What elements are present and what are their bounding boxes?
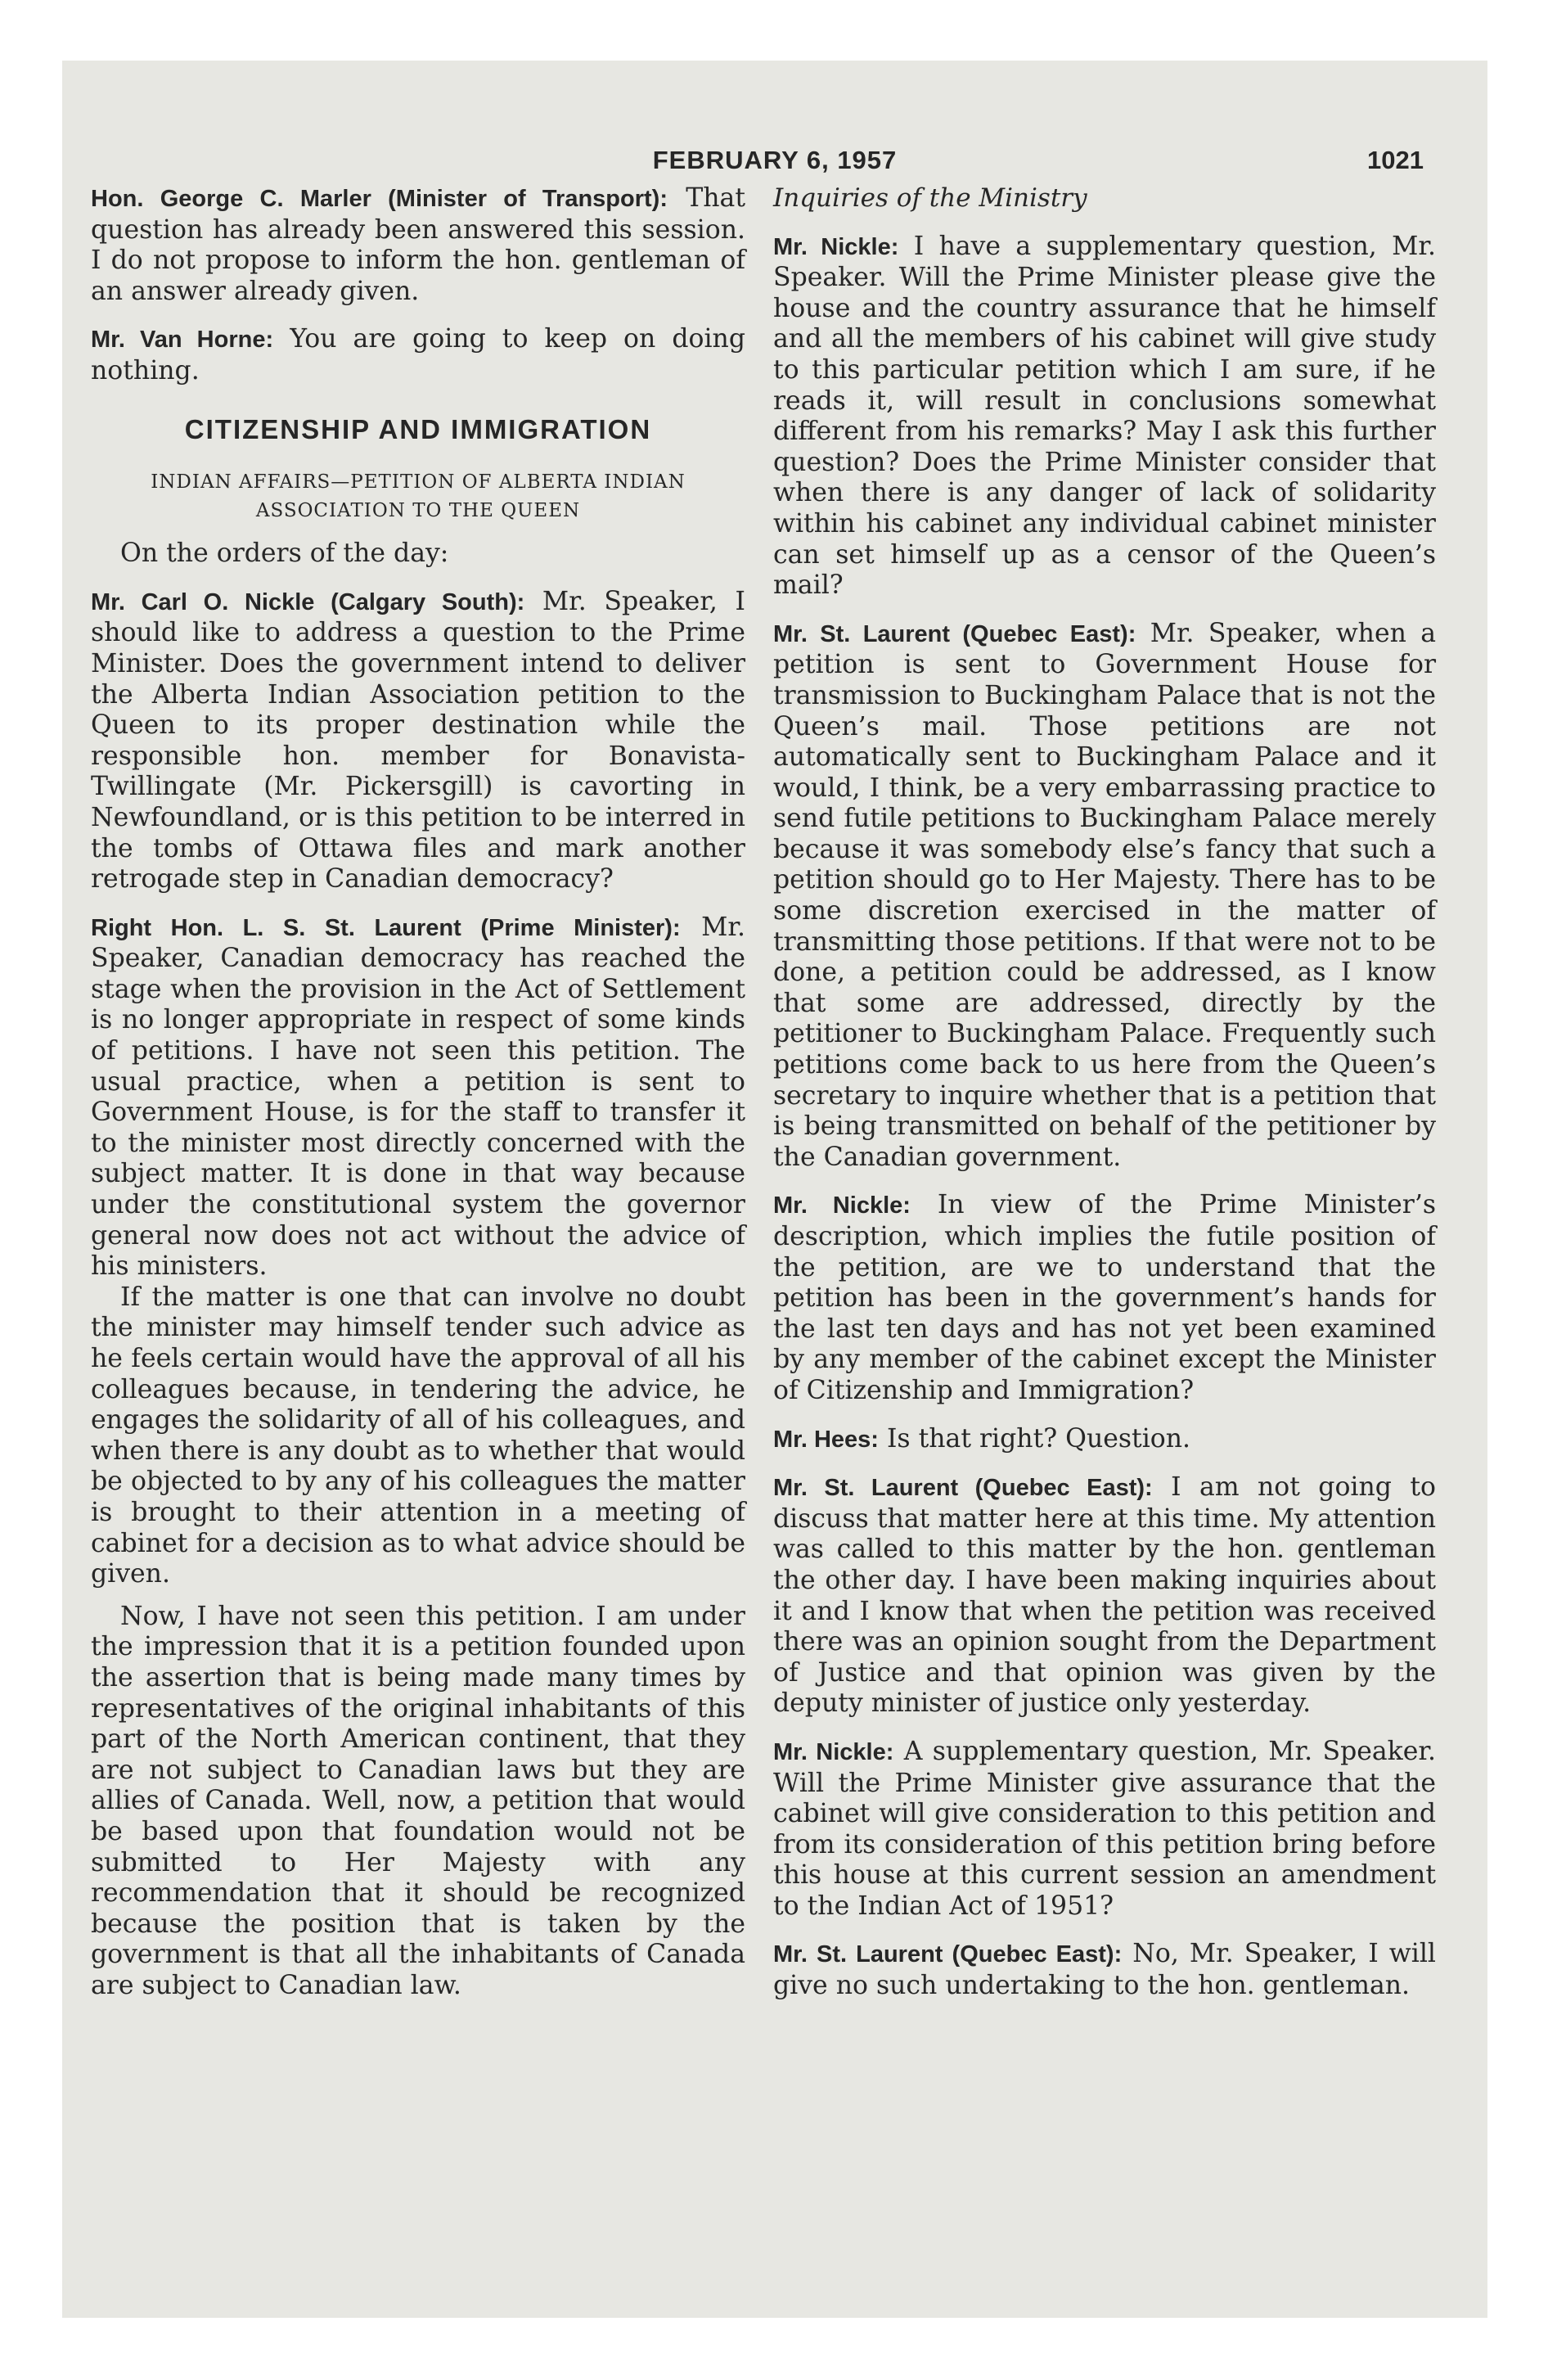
page-header <box>62 146 1487 187</box>
speech-text: In view of the Prime Minister’s description, which implies the futile position of the petition, are we to understand that the petition has been in the government’s hands for the last ten days and has not yet been examined by any member of the cabinet except the Minister of Citizenship and Immigration? <box>773 1190 1437 1405</box>
paragraph <box>773 1424 1436 1456</box>
speaker: Mr. Van Horne: <box>91 327 274 354</box>
speaker: Mr. Nickle: <box>773 233 899 260</box>
paragraph <box>91 183 745 307</box>
page-number: 1021 <box>1367 146 1424 174</box>
paragraph <box>91 324 745 386</box>
paragraph <box>773 1939 1436 2001</box>
paragraph <box>91 587 745 895</box>
subtitle-line: INDIAN AFFAIRS—PETITION OF ALBERTA INDIAN <box>151 471 686 494</box>
speech-text: No, Mr. Speaker, I will give no such undertaking to the hon. gentleman. <box>773 1939 1436 2001</box>
header-date: FEBRUARY 6, 1957 <box>652 146 898 174</box>
speech-text: Mr. Speaker, Canadian democracy has reached the stage when the provision in the Act of Settlement is no longer appropriate in respect of some kinds of petitions. I have not seen this petition. The usual practice, when a petition is sent to Government House, is for the staff to transfer it to the minister most directly concerned with the subject matter. It is done in that way because under the constitutional system the governor general now does not act without the advice of his ministers. <box>91 912 745 1282</box>
right-column <box>773 183 1436 2019</box>
speaker: Mr. Nickle: <box>773 1192 911 1219</box>
speaker: Mr. St. Laurent (Quebec East): <box>773 1941 1123 1968</box>
speaker: Mr. St. Laurent (Quebec East): <box>773 620 1136 647</box>
speaker: Mr. Carl O. Nickle (Calgary South): <box>91 588 525 615</box>
paragraph: Now, I have not seen this petition. I am under the impression that it is a petition founded upon the assertion that is being made many times by representatives of the original inhabitants of this part of the North American continent, that they are not subject to Canadian laws but they are allies of Canada. Well, now, a petition that would be based upon that foundation would not be submitted to Her Majesty with any recommendation that it should be recognized because the position that is taken by the government is that all the inhabitants of Canada are subject to Canadian law. <box>91 1601 745 2000</box>
speech-text: I am not going to discuss that matter here at this time. My attention was called to this matter by the hon. gentleman the other day. I have been making inquiries about it and I know that when the petition was received there was an opinion sought from the Department of Justice and that opinion was given by the deputy minister of justice only yesterday. <box>773 1472 1436 1719</box>
printed-page <box>62 61 1487 2318</box>
speech-text: That question has already been answered this session. I do not propose to inform the hon. gentleman of an answer already given. <box>91 183 745 306</box>
left-column <box>91 183 745 2018</box>
subtitle-line: ASSOCIATION TO THE QUEEN <box>255 500 581 522</box>
section-title: CITIZENSHIP AND IMMIGRATION <box>184 413 652 444</box>
speaker: Right Hon. L. S. St. Laurent (Prime Minister): <box>91 914 681 941</box>
paragraph <box>773 1737 1436 1922</box>
speech-text: Mr. Speaker, when a petition is sent to Government House for transmission to Buckingham Palace that is not the Queen’s mail. Those petitions are not automatically sent to Buckingham Palace and it would, I think, be a very embarrassing practice to send futile petitions to Buckingham Palace merely because it was somebody else’s fancy that such a petition should go to Her Majesty. There has to be some discretion exercised in the matter of transmitting those petitions. If that were not to be done, a petition could be addressed, as I know that some are addressed, directly by the petitioner to Buckingham Palace. Frequently such petitions come back to us here from the Queen’s secretary to inquire whether that is a petition that is being transmitted on behalf of the petitioner by the Canadian government. <box>773 618 1436 1172</box>
orders-of-day: On the orders of the day: <box>120 539 449 569</box>
paragraph <box>773 232 1436 602</box>
speech-text: A supplementary question, Mr. Speaker. Will the Prime Minister give assurance that the cabinet will give consideration to this petition and from its consideration of this petition bring before this house at this current session an amendment to the Indian Act of 1951? <box>773 1736 1437 1921</box>
speaker: Mr. Nickle: <box>773 1738 894 1765</box>
paragraph <box>773 1472 1436 1720</box>
speech-text: You are going to keep on doing nothing. <box>91 324 746 385</box>
paragraph <box>773 619 1436 1174</box>
speech-text: I have a supplementary question, Mr. Speaker. Will the Prime Minister please give the house and the country assurance that he himself and all the members of his cabinet will give study to this particular petition which I am sure, if he reads it, will result in conclusions somewhat different from his remarks? May I ask this further question? Does the Prime Minister consider that when there is any danger of lack of solidarity within his cabinet any individual cabinet minister can set himself up as a censor of the Queen’s mail? <box>773 231 1436 601</box>
paragraph: If the matter is one that can involve no doubt the minister may himself tender such advice as he feels certain would have the approval of all his colleagues because, in tendering the advice, he engages the solidarity of all of his colleagues, and when there is any doubt as to whether that would be objected to by any of his colleagues the matter is brought to their attention in a meeting of cabinet for a decision as to what advice should be given. <box>91 1282 745 1589</box>
speech-text: Mr. Speaker, I should like to address a question to the Prime Minister. Does the government intend to deliver the Alberta Indian Association petition to the Queen to its proper destination while the responsible hon. member for Bonavista-Twillingate (Mr. Pickersgill) is cavorting in Newfoundland, or is this petition to be interred in the tombs of Ottawa files and mark another retrogade step in Canadian democracy? <box>91 586 746 895</box>
speaker: Hon. George C. Marler (Minister of Transport): <box>91 186 668 212</box>
speaker: Mr. St. Laurent (Quebec East): <box>773 1475 1153 1502</box>
speaker: Mr. Hees: <box>773 1426 879 1453</box>
paragraph <box>773 1190 1436 1406</box>
paragraph <box>91 913 745 1282</box>
section-subtitle <box>91 468 745 525</box>
speech-text: Is that right? Question. <box>886 1423 1191 1454</box>
running-head: Inquiries of the Ministry <box>773 183 1087 213</box>
